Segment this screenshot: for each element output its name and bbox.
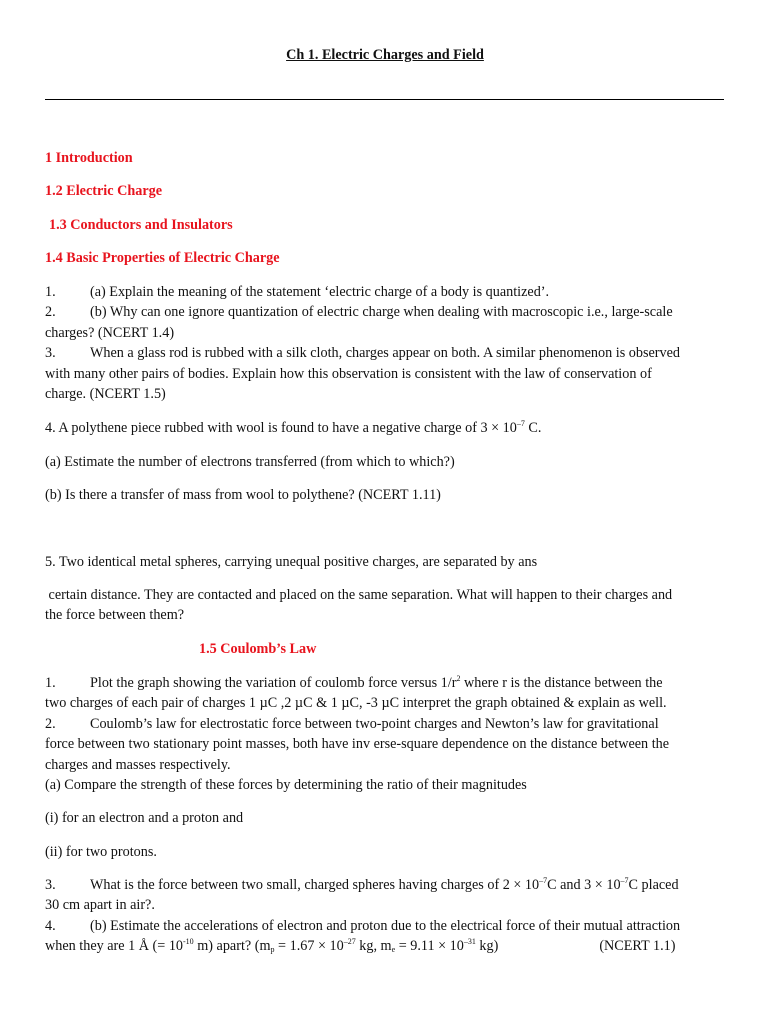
heading-introduction: 1 Introduction [45, 150, 133, 166]
question-line: two charges of each pair of charges 1 µC ,2 µC & 1 µC, -3 µC interpret the graph obtained & explain as well. [45, 695, 667, 712]
question-block-1-5-cont [45, 875, 725, 957]
question-block-1-4 [45, 282, 725, 404]
question-line: when they are 1 Å (= $10^{-10}$ m) apart? ($m_p = 1.67 \times 10^{-27}$ kg, $m_e = 9.11 \times 10^{-31}$ kg) (NCERT 1.1) [45, 937, 676, 955]
heading-electric-charge: 1.2 Electric Charge [45, 183, 163, 199]
question-2-ii: (ii) for two protons. [45, 844, 157, 860]
chapter-title: Ch 1. Electric Charges and Field [286, 47, 484, 63]
ncert-reference: (NCERT 1.1) [599, 938, 676, 955]
question-4a: (a) Estimate the number of electrons transferred (from which to which?) [45, 454, 455, 470]
question-line: force between two stationary point masses, both have inv erse-square dependence on the distance between the [45, 736, 670, 753]
question-5-line-2: certain distance. They are contacted and placed on the same separation. What will happen to their charges and [45, 587, 673, 603]
question-2-i: (i) for an electron and a proton and [45, 810, 244, 826]
question-line: charges? (NCERT 1.4) [45, 324, 175, 341]
question-line: 30 cm apart in air?. [45, 897, 155, 914]
question-line: charges and masses respectively. [45, 756, 231, 773]
question-line: 3. When a glass rod is rubbed with a silk cloth, charges appear on both. A similar phenomenon is observed [45, 345, 680, 362]
question-4: 4. A polythene piece rubbed with wool is found to have a negative charge of $3 \times 10^{-7}$ C. [45, 419, 542, 436]
question-5-line-3: the force between them? [45, 607, 185, 623]
heading-coulombs-law: 1.5 Coulomb’s Law [199, 641, 317, 657]
question-line: (a) Compare the strength of these forces by determining the ratio of their magnitudes [45, 777, 527, 794]
question-line: 3. What is the force between two small, charged spheres having charges of $2 \times 10^{-7}C$ and $3 \times 10^{-7}C$ placed [45, 876, 679, 893]
heading-conductors-insulators: 1.3 Conductors and Insulators [49, 217, 233, 233]
question-line: 1. (a) Explain the meaning of the statement ‘electric charge of a body is quantized’. [45, 284, 550, 300]
question-line: charge. (NCERT 1.5) [45, 386, 166, 403]
question-line: 2. (b) Why can one ignore quantization of electric charge when dealing with macroscopic i.e., large-scale [45, 304, 673, 321]
question-line: with many other pairs of bodies. Explain how this observation is consistent with the law of conservation of [45, 365, 652, 382]
question-block-1-5 [45, 673, 725, 795]
question-5-line-1: 5. Two identical metal spheres, carrying unequal positive charges, are separated by ans [45, 554, 538, 570]
question-4b: (b) Is there a transfer of mass from wool to polythene? (NCERT 1.11) [45, 487, 441, 503]
question-line: 2. Coulomb’s law for electrostatic force between two-point charges and Newton’s law for gravitational [45, 715, 659, 732]
question-line: 1. Plot the graph showing the variation of coulomb force versus $1/r^2$ where r is the distance between the [45, 674, 663, 691]
heading-basic-properties: 1.4 Basic Properties of Electric Charge [45, 250, 280, 266]
question-line: 4. (b) Estimate the accelerations of electron and proton due to the electrical force of their mutual attraction [45, 917, 681, 934]
title-divider [45, 99, 724, 100]
